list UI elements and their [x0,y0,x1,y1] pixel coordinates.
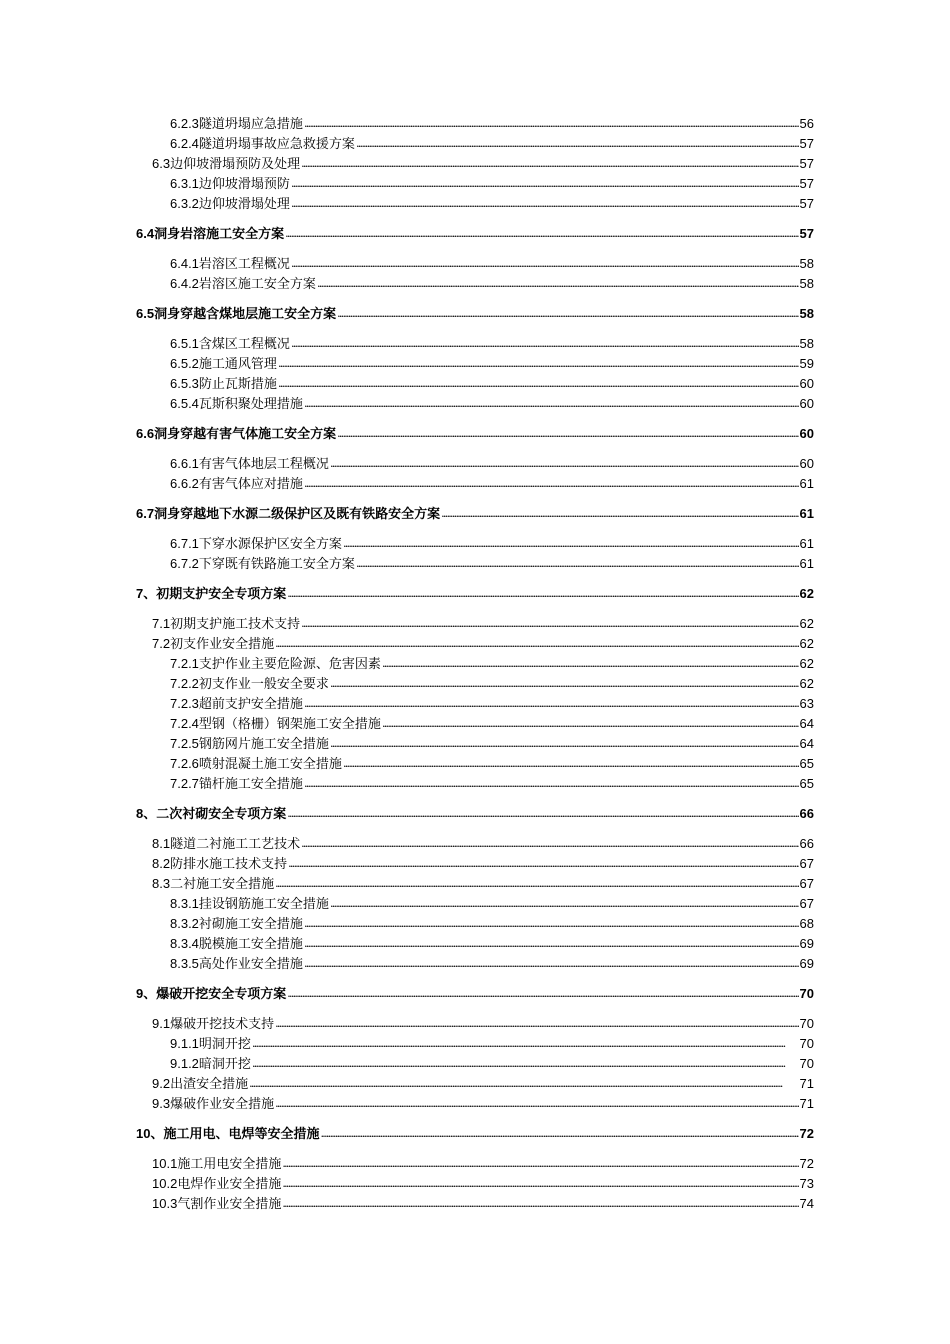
toc-entry[interactable] [136,985,814,1003]
toc-entry[interactable] [170,355,814,373]
toc-entry-page: 68 [799,916,814,931]
toc-entry-title: 隧道坍塌应急措施 [198,117,303,132]
toc-entry-number: 7.2.3 [170,696,199,711]
toc-dot-leader [304,475,799,493]
toc-entry-title: 初支作业安全措施 [170,637,275,652]
toc-entry-page: 71 [799,1096,814,1111]
toc-entry-number: 8.2 [152,856,171,871]
toc-entry-page: 72 [799,1126,814,1141]
toc-dot-leader [304,915,799,933]
toc-entry-page: 61 [799,476,814,491]
toc-dot-leader [356,135,799,153]
toc-entry-page: 60 [799,426,814,441]
toc-dot-leader [287,985,798,1003]
toc-entry-title: 型钢（格栅）钢架施工安全措施 [198,717,381,732]
toc-entry-number: 7.2.5 [170,736,199,751]
toc-dot-leader [291,255,799,273]
toc-dot-leader [252,1055,799,1073]
toc-dot-leader [343,755,799,773]
toc-entry[interactable] [152,615,814,633]
toc-entry-page: 57 [799,156,814,171]
toc-entry-page: 57 [799,226,814,241]
toc-entry-title: 爆破开挖技术支持 [170,1017,275,1032]
toc-entry-page: 62 [799,656,814,671]
toc-entry-number: 6.3 [152,156,171,171]
toc-entry-number: 8.3.2 [170,916,199,931]
toc-entry-number: 7.2.1 [170,656,199,671]
toc-entry[interactable] [170,535,814,553]
toc-entry-number: 6.7 [136,506,155,521]
toc-entry-title: 初支作业一般安全要求 [198,677,329,692]
toc-entry-number: 6.5.1 [170,336,199,351]
toc-entry-number: 6.5.2 [170,356,199,371]
toc-entry-page: 62 [799,636,814,651]
toc-dot-leader [287,585,798,603]
toc-entry-number: 6.4.2 [170,276,199,291]
toc-entry-page: 61 [799,506,814,521]
toc-entry-number: 6.3.1 [170,176,199,191]
toc-entry-number: 6.6.1 [170,456,199,471]
toc-entry-page: 69 [799,956,814,971]
toc-dot-leader [330,455,799,473]
toc-entry-number: 6.4 [136,226,155,241]
toc-entry-number: 9.1 [152,1016,171,1031]
toc-entry[interactable] [152,855,814,873]
toc-entry-number: 6.6.2 [170,476,199,491]
toc-entry-title: 边仰坡滑塌预防及处理 [170,157,301,172]
toc-dot-leader [330,735,799,753]
toc-entry-title: 有害气体应对措施 [198,477,303,492]
toc-entry-page: 72 [799,1156,814,1171]
toc-entry[interactable] [136,585,814,603]
toc-entry-page: 63 [799,696,814,711]
toc-entry[interactable] [170,775,814,793]
toc-entry-number: 9.2 [152,1076,171,1091]
toc-entry-title: 初期支护安全专项方案 [156,587,287,602]
toc-entry[interactable] [170,655,814,673]
toc-entry-page: 60 [799,376,814,391]
toc-dot-leader [291,335,799,353]
toc-dot-leader [252,1035,799,1053]
toc-entry[interactable] [170,175,814,193]
toc-entry-page: 61 [799,536,814,551]
toc-entry-title: 出渣安全措施 [170,1077,249,1092]
toc-dot-leader [304,395,799,413]
toc-entry-page: 66 [799,806,814,821]
toc-entry[interactable] [170,675,814,693]
toc-entry[interactable] [136,305,814,323]
toc-entry[interactable] [152,1095,814,1113]
toc-entry-number: 10.2 [152,1176,178,1191]
toc-dot-leader [287,805,798,823]
toc-dot-leader [282,1175,798,1193]
toc-dot-leader [304,935,799,953]
toc-entry[interactable] [136,505,814,523]
toc-entry-number: 7.2.6 [170,756,199,771]
toc-entry-number: 9.1.2 [170,1056,199,1071]
toc-entry[interactable] [152,835,814,853]
toc-entry-page: 74 [799,1196,814,1211]
toc-entry[interactable] [170,1055,814,1073]
toc-dot-leader [275,635,798,653]
toc-entry-page: 65 [799,756,814,771]
toc-entry-title: 边仰坡滑塌预防 [198,177,290,192]
toc-dot-leader [304,775,799,793]
toc-entry-page: 71 [799,1076,814,1091]
toc-entry-title: 电焊作业安全措施 [177,1177,282,1192]
toc-entry[interactable] [170,335,814,353]
toc-entry[interactable] [152,875,814,893]
toc-entry-number: 6.5.4 [170,396,199,411]
toc-entry-page: 58 [799,306,814,321]
toc-entry-page: 67 [799,876,814,891]
toc-entry-title: 挂设钢筋施工安全措施 [198,897,329,912]
toc-entry[interactable] [152,1195,814,1213]
toc-entry[interactable] [170,255,814,273]
toc-entry-page: 62 [799,676,814,691]
toc-entry[interactable] [170,475,814,493]
toc-dot-leader [291,175,799,193]
toc-entry-page: 69 [799,936,814,951]
toc-entry-page: 58 [799,256,814,271]
toc-entry-number: 6.5.3 [170,376,199,391]
toc-entry-number: 9.3 [152,1096,171,1111]
toc-entry[interactable] [170,955,814,973]
toc-entry[interactable] [170,115,814,133]
toc-entry-title: 脱模施工安全措施 [198,937,303,952]
toc-entry[interactable] [170,935,814,953]
toc-entry-page: 61 [799,556,814,571]
toc-dot-leader [291,195,799,213]
toc-entry-number: 10、 [136,1126,164,1141]
toc-entry-page: 57 [799,136,814,151]
toc-entry-title: 超前支护安全措施 [198,697,303,712]
toc-entry-number: 6.2.3 [170,116,199,131]
toc-entry-page: 67 [799,856,814,871]
toc-entry-number: 8.3.1 [170,896,199,911]
toc-entry[interactable] [152,1015,814,1033]
toc-entry[interactable] [170,695,814,713]
toc-dot-leader [304,695,799,713]
toc-entry-page: 58 [799,276,814,291]
toc-entry[interactable] [170,915,814,933]
toc-entry-title: 二衬施工安全措施 [170,877,275,892]
toc-entry-title: 施工用电安全措施 [177,1157,282,1172]
toc-dot-leader [441,505,798,523]
toc-entry-page: 70 [799,986,814,1001]
toc-dot-leader [275,1095,798,1113]
toc-entry-title: 边仰坡滑塌处理 [198,197,290,212]
toc-dot-leader [320,1125,798,1143]
toc-entry[interactable] [170,135,814,153]
toc-dot-leader [282,1195,798,1213]
toc-entry-number: 6.5 [136,306,155,321]
toc-entry[interactable] [152,1175,814,1193]
toc-entry-page: 58 [799,336,814,351]
toc-entry-number: 8.1 [152,836,171,851]
toc-entry-page: 67 [799,896,814,911]
toc-entry-page: 60 [799,456,814,471]
toc-entry-title: 支护作业主要危险源、危害因素 [198,657,381,672]
toc-entry[interactable] [170,375,814,393]
toc-dot-leader [330,895,799,913]
toc-dot-leader [278,375,799,393]
toc-entry-title: 下穿水源保护区安全方案 [198,537,342,552]
toc-entry[interactable] [170,195,814,213]
toc-entry-number: 7.2.4 [170,716,199,731]
toc-entry[interactable] [152,1155,814,1173]
toc-entry[interactable] [170,755,814,773]
toc-dot-leader [382,655,799,673]
toc-entry-page: 73 [799,1176,814,1191]
toc-entry-number: 6.2.4 [170,136,199,151]
toc-entry-title: 洞身穿越有害气体施工安全方案 [154,427,337,442]
toc-entry[interactable] [136,425,814,443]
toc-dot-leader [317,275,799,293]
toc-dot-leader [301,155,798,173]
toc-entry-title: 喷射混凝土施工安全措施 [198,757,342,772]
toc-entry-number: 6.6 [136,426,155,441]
toc-entry[interactable] [136,1125,814,1143]
toc-entry-title: 锚杆施工安全措施 [198,777,303,792]
toc-entry-title: 有害气体地层工程概况 [198,457,329,472]
toc-dot-leader [288,855,798,873]
toc-entry-number: 6.3.2 [170,196,199,211]
toc-entry-title: 洞身穿越含煤地层施工安全方案 [154,307,337,322]
toc-dot-leader [278,355,799,373]
toc-entry-title: 洞身岩溶施工安全方案 [154,227,285,242]
toc-entry[interactable] [152,155,814,173]
toc-dot-leader [330,675,799,693]
toc-entry-title: 爆破开挖安全专项方案 [156,987,287,1002]
toc-entry[interactable] [170,1035,814,1053]
toc-entry-page: 56 [799,116,814,131]
toc-entry-title: 隧道坍塌事故应急救援方案 [198,137,355,152]
toc-entry-title: 洞身穿越地下水源二级保护区及既有铁路安全方案 [154,507,441,522]
toc-entry-number: 9、 [136,986,157,1001]
toc-entry-page: 70 [799,1016,814,1031]
toc-entry-number: 8、 [136,806,157,821]
toc-entry-page: 57 [799,176,814,191]
toc-dot-leader [382,715,799,733]
toc-dot-leader [343,535,799,553]
toc-dot-leader [275,875,798,893]
toc-entry[interactable] [170,555,814,573]
toc-entry-number: 7.2.7 [170,776,199,791]
toc-dot-leader [275,1015,798,1033]
toc-dot-leader [337,305,798,323]
toc-entry-number: 9.1.1 [170,1036,199,1051]
toc-entry-page: 57 [799,196,814,211]
toc-entry-page: 62 [799,586,814,601]
toc-entry-title: 瓦斯积聚处理措施 [198,397,303,412]
toc-entry-title: 含煤区工程概况 [198,337,290,352]
toc-entry-title: 衬砌施工安全措施 [198,917,303,932]
toc-entry-number: 7.1 [152,616,171,631]
toc-entry-page: 62 [799,616,814,631]
toc-entry-page: 59 [799,356,814,371]
toc-entry-number: 8.3.5 [170,956,199,971]
toc-entry[interactable] [170,455,814,473]
toc-entry-title: 施工通风管理 [198,357,277,372]
toc-entry-page: 70 [799,1056,814,1071]
toc-dot-leader [304,115,799,133]
toc-entry[interactable] [152,1075,814,1093]
toc-entry-number: 10.1 [152,1156,178,1171]
toc-entry-number: 8.3.4 [170,936,199,951]
toc-entry[interactable] [170,395,814,413]
toc-entry[interactable] [170,715,814,733]
toc-entry[interactable] [170,895,814,913]
toc-entry-page: 66 [799,836,814,851]
toc-dot-leader [285,225,798,243]
toc-entry[interactable] [170,275,814,293]
toc-entry[interactable] [136,225,814,243]
toc-entry-title: 防止瓦斯措施 [198,377,277,392]
toc-dot-leader [301,835,798,853]
toc-entry-title: 爆破作业安全措施 [170,1097,275,1112]
toc-dot-leader [249,1075,798,1093]
toc-entry-title: 气割作业安全措施 [177,1197,282,1212]
toc-entry[interactable] [170,735,814,753]
toc-entry-page: 64 [799,736,814,751]
toc-entry-title: 岩溶区工程概况 [198,257,290,272]
toc-entry-number: 6.4.1 [170,256,199,271]
toc-entry-number: 8.3 [152,876,171,891]
toc-entry-title: 暗洞开挖 [198,1057,251,1072]
toc-entry-title: 初期支护施工技术支持 [170,617,301,632]
toc-dot-leader [301,615,798,633]
toc-entry-page: 65 [799,776,814,791]
toc-entry[interactable] [152,635,814,653]
toc-entry[interactable] [136,805,814,823]
toc-dot-leader [356,555,799,573]
toc-entry-title: 岩溶区施工安全方案 [198,277,316,292]
toc-entry-title: 下穿既有铁路施工安全方案 [198,557,355,572]
toc-dot-leader [282,1155,798,1173]
toc-entry-title: 防排水施工技术支持 [170,857,288,872]
toc-entry-number: 6.7.2 [170,556,199,571]
toc-entry-number: 6.7.1 [170,536,199,551]
toc-entry-title: 二次衬砌安全专项方案 [156,807,287,822]
toc-entry-page: 70 [799,1036,814,1051]
toc-entry-number: 7、 [136,586,157,601]
toc-entry-number: 10.3 [152,1196,178,1211]
toc-entry-title: 钢筋网片施工安全措施 [198,737,329,752]
toc-dot-leader [337,425,798,443]
toc-entry-title: 隧道二衬施工工艺技术 [170,837,301,852]
toc-entry-page: 64 [799,716,814,731]
toc-entry-page: 60 [799,396,814,411]
toc-entry-title: 高处作业安全措施 [198,957,303,972]
toc-entry-number: 7.2 [152,636,171,651]
toc-entry-title: 施工用电、电焊等安全措施 [163,1127,320,1142]
toc-entry-number: 7.2.2 [170,676,199,691]
toc-entry-title: 明洞开挖 [198,1037,251,1052]
toc-dot-leader [304,955,799,973]
